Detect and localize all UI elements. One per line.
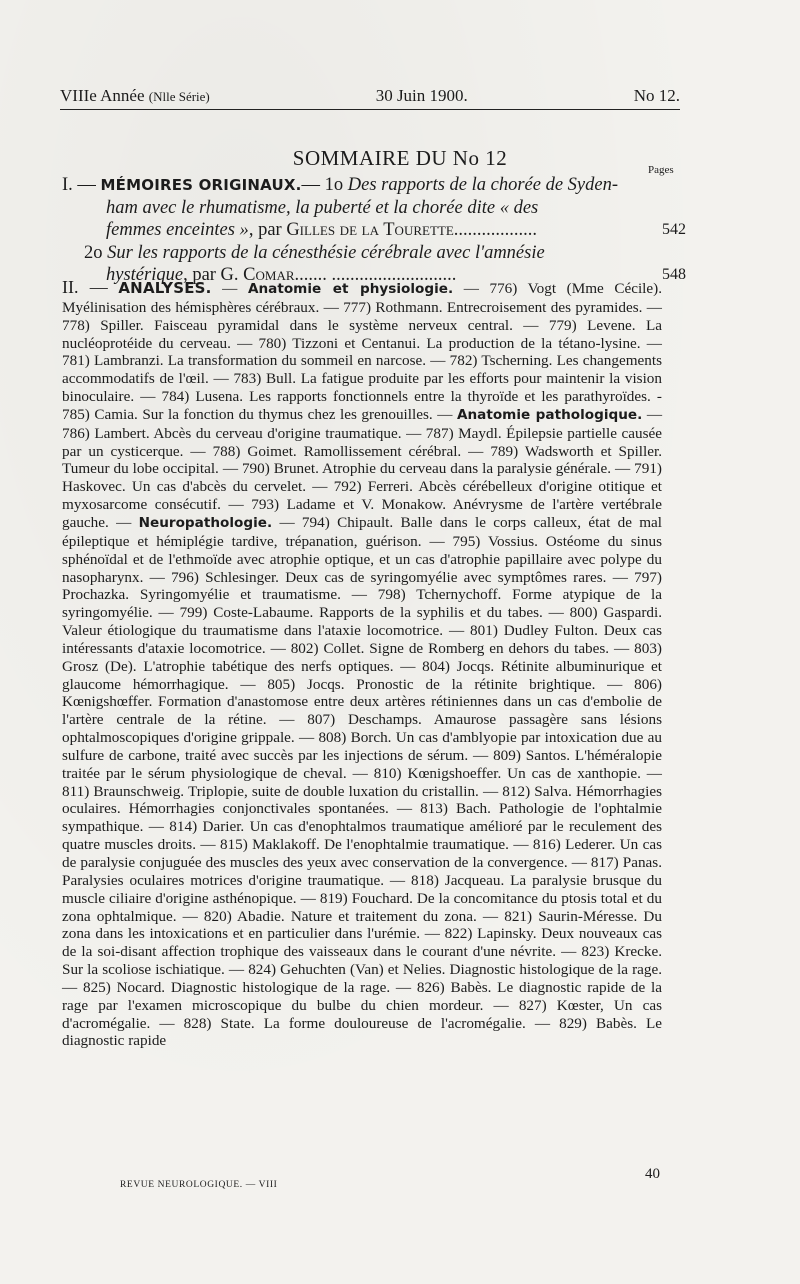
analyses-text: II. — ANALYSES. — Anatomie et physiologie. — 776) Vogt (Mme Cécile). Myélinisation des hémisphères cérébraux. — 777) Rothmann. Entrecroisement des pyramides. — 778) Spiller. Faisceau pyramidal dans le système nerveux central. — 779) Levene. La nucléoprotéide du cerveau. — 780) Tizzoni et Centanui. La production de la tétano-lysine. — 781) Lambranzi. La transformation du sommeil en narcose. — 782) Tscherning. Les changements accommodatifs de l'œil. — 783) Bull. La fatigue produite par les efforts pour maintenir la vision binoculaire. — 784) Lusena. Les rapports fonctionnels entre la thyroïde et les parathyroïdes. - 785) Camia. Sur la fonction du thymus chez les grenouilles. — Anatomie pathologique. — 786) Lambert. Abcès du cerveau d'origine traumatique. — 787) Maydl. Épilepsie partielle causée par un cysticerque. — 788) Goimet. Ramollissement cérébral. — 789) Wadsworth et Spiller. Tumeur du lobe occipital. — 790) Brunet. Atrophie du cerveau dans la paralysie générale. — 791) Haskovec. Un cas d'abcès du cervelet. — 792) Ferreri. Abcès cérébelleux d'origine otitique et myxosarcome consécutif. — 793) Ladame et V. Monakow. Anévrysme de l'artère vertébrale gauche. — Neuropathologie. — 794) Chipault. Balle dans le corps calleux, état de mal épileptique et hémiplégie tardive, trépanation, guérison. — 795) Vossius. Ostéome du sinus sphénoïdal et de l'ethmoïde avec atrophie optique, et un cas d'atrophie papillaire avec polype du nasopharynx. — 796) Schlesinger. Deux cas de syringomyélie avec symptômes rares. — 797) Prochazka. Syringomyélie et traumatisme. — 798) Tchernychoff. Forme atypique de la syringomyélie. — 799) Coste-Labaume. Rapports de la syphilis et du tabes. — 800) Gaspardi. Valeur étiologique du traumatisme dans l'ataxie locomotrice. — 801) Dudley Fulton. Deux cas intéressants d'ataxie locomotrice. — 802) Collet. Signe de Romberg en dehors du tabes. — 803) Grosz (De). L'atrophie tabétique des nerfs optiques. — 804) Jocqs. Rétinite albuminurique et glaucome hémorrhagique. — 805) Jocqs. Pronostic de la rétinite brightique. — 806) Kœnigshœffer. Formation d'anastomose entre deux artères rétiniennes dans un cas d'embolie de l'artère centrale de la rétine. — 807) Deschamps. Amaurose passagère sans lésions ophtalmoscopiques d'origine grippale. — 808) Borch. Un cas d'amblyopie par intoxication due au sulfure de carbone, traité avec succès par les injections de sérum. — 809) Santos. L'héméralopie traitée par le sérum physiologique de cheval. — 810) Kœnigshoeffer. Un cas de xanthopie. — 811) Braunschweig. Triplopie, suite de double luxation du cristallin. — 812) Salva. Hémorrhagies oculaires. Hémorrhagies conjonctivales spontanées. — 813) Bach. Pathologie de l'ophtalmie sympathique. — 814) Darier. Un cas d'enophtalmos traumatique amélioré par le reculement des quatre muscles droits. — 815) Maklakoff. De l'enophtalmie traumatique. — 816) Lederer. Un cas de paralysie conjuguée des muscles des yeux avec conservation de la convergence. — 817) Panas. Paralysies oculaires motrices d'origine traumatique. — 818) Jacqueau. La paralysie brusque du muscle ciliaire d'origine asthénopique. — 819) Fouchard. De la concomitance du ptosis total et du zona ophtalmique. — 820) Abadie. Nature et traitement du zona. — 821) Saurin-Méresse. Du zona dans les intoxications et en particulier dans l'urémie. — 822) Lapinsky. Deux nouveaux cas de la soi-disant affection trophique des vaisseaux dans le courant d'une névrite. — 823) Krecke. Sur la scoliose ischiatique. — 824) Gehuchten (Van) et Nelies. Diagnostic histologique de la rage. — 825) Nocard. Diagnostic histologique de la rage. — 826) Babès. Le diagnostic rapide de la rage par l'examen microscopique du bulbe du chien mordeur. — 827) Kœster, Un cas d'acromégalie. — 828) State. La forme douloureuse de l'acromégalie. — 829) Babès. Le diagnostic rapide (62, 277, 663, 1050)
section-original-memoirs (62, 174, 686, 287)
pages-column-label: Pages (648, 164, 674, 176)
page-title: SOMMAIRE DU No 12 (292, 146, 508, 170)
page-footer (120, 1166, 660, 1194)
year-label: VIIIe Année (Nlle Série) (60, 86, 210, 105)
category-pathological-anatomy: Anatomie pathologique. (456, 406, 643, 423)
section-heading: I. — MÉMOIRES ORIGINAUX.— 1o Des rapports de la chorée de Syden- (62, 175, 619, 195)
memoir-2-author: Comar (243, 265, 295, 285)
section-analyses (62, 279, 662, 1050)
category-anatomy-physiology: Anatomie et physiologie. (247, 281, 454, 297)
memoir-2-line-1: 2o Sur les rapports de la cénesthésie cérébrale avec l'amnésie (84, 242, 545, 263)
running-header (60, 80, 680, 110)
issue-date: 30 Juin 1900. (375, 86, 468, 105)
memoir-1-author: Gilles de la Tourette (286, 220, 454, 240)
analyses-heading: ANALYSES. (118, 279, 212, 297)
page-number: 40 (645, 1166, 660, 1182)
memoir-1-line-3: femmes enceintes », par Gilles de la Tourette.................. 542 (106, 220, 686, 240)
issue-number: No 12. (633, 86, 680, 105)
series-label: (Nlle Série) (148, 89, 210, 104)
memoir-2-page: 548 (662, 266, 686, 283)
journal-name: REVUE NEUROLOGIQUE. — VIII (120, 1180, 278, 1190)
memoir-2-line-2: hystérique, par G. Comar....... ........................... 548 (106, 265, 686, 285)
memoir-1-page: 542 (662, 221, 686, 238)
category-neuropathology: Neuropathologie. (138, 514, 273, 531)
memoir-1-line-2: ham avec le rhumatisme, la puberté et la chorée dite « des (106, 197, 539, 218)
